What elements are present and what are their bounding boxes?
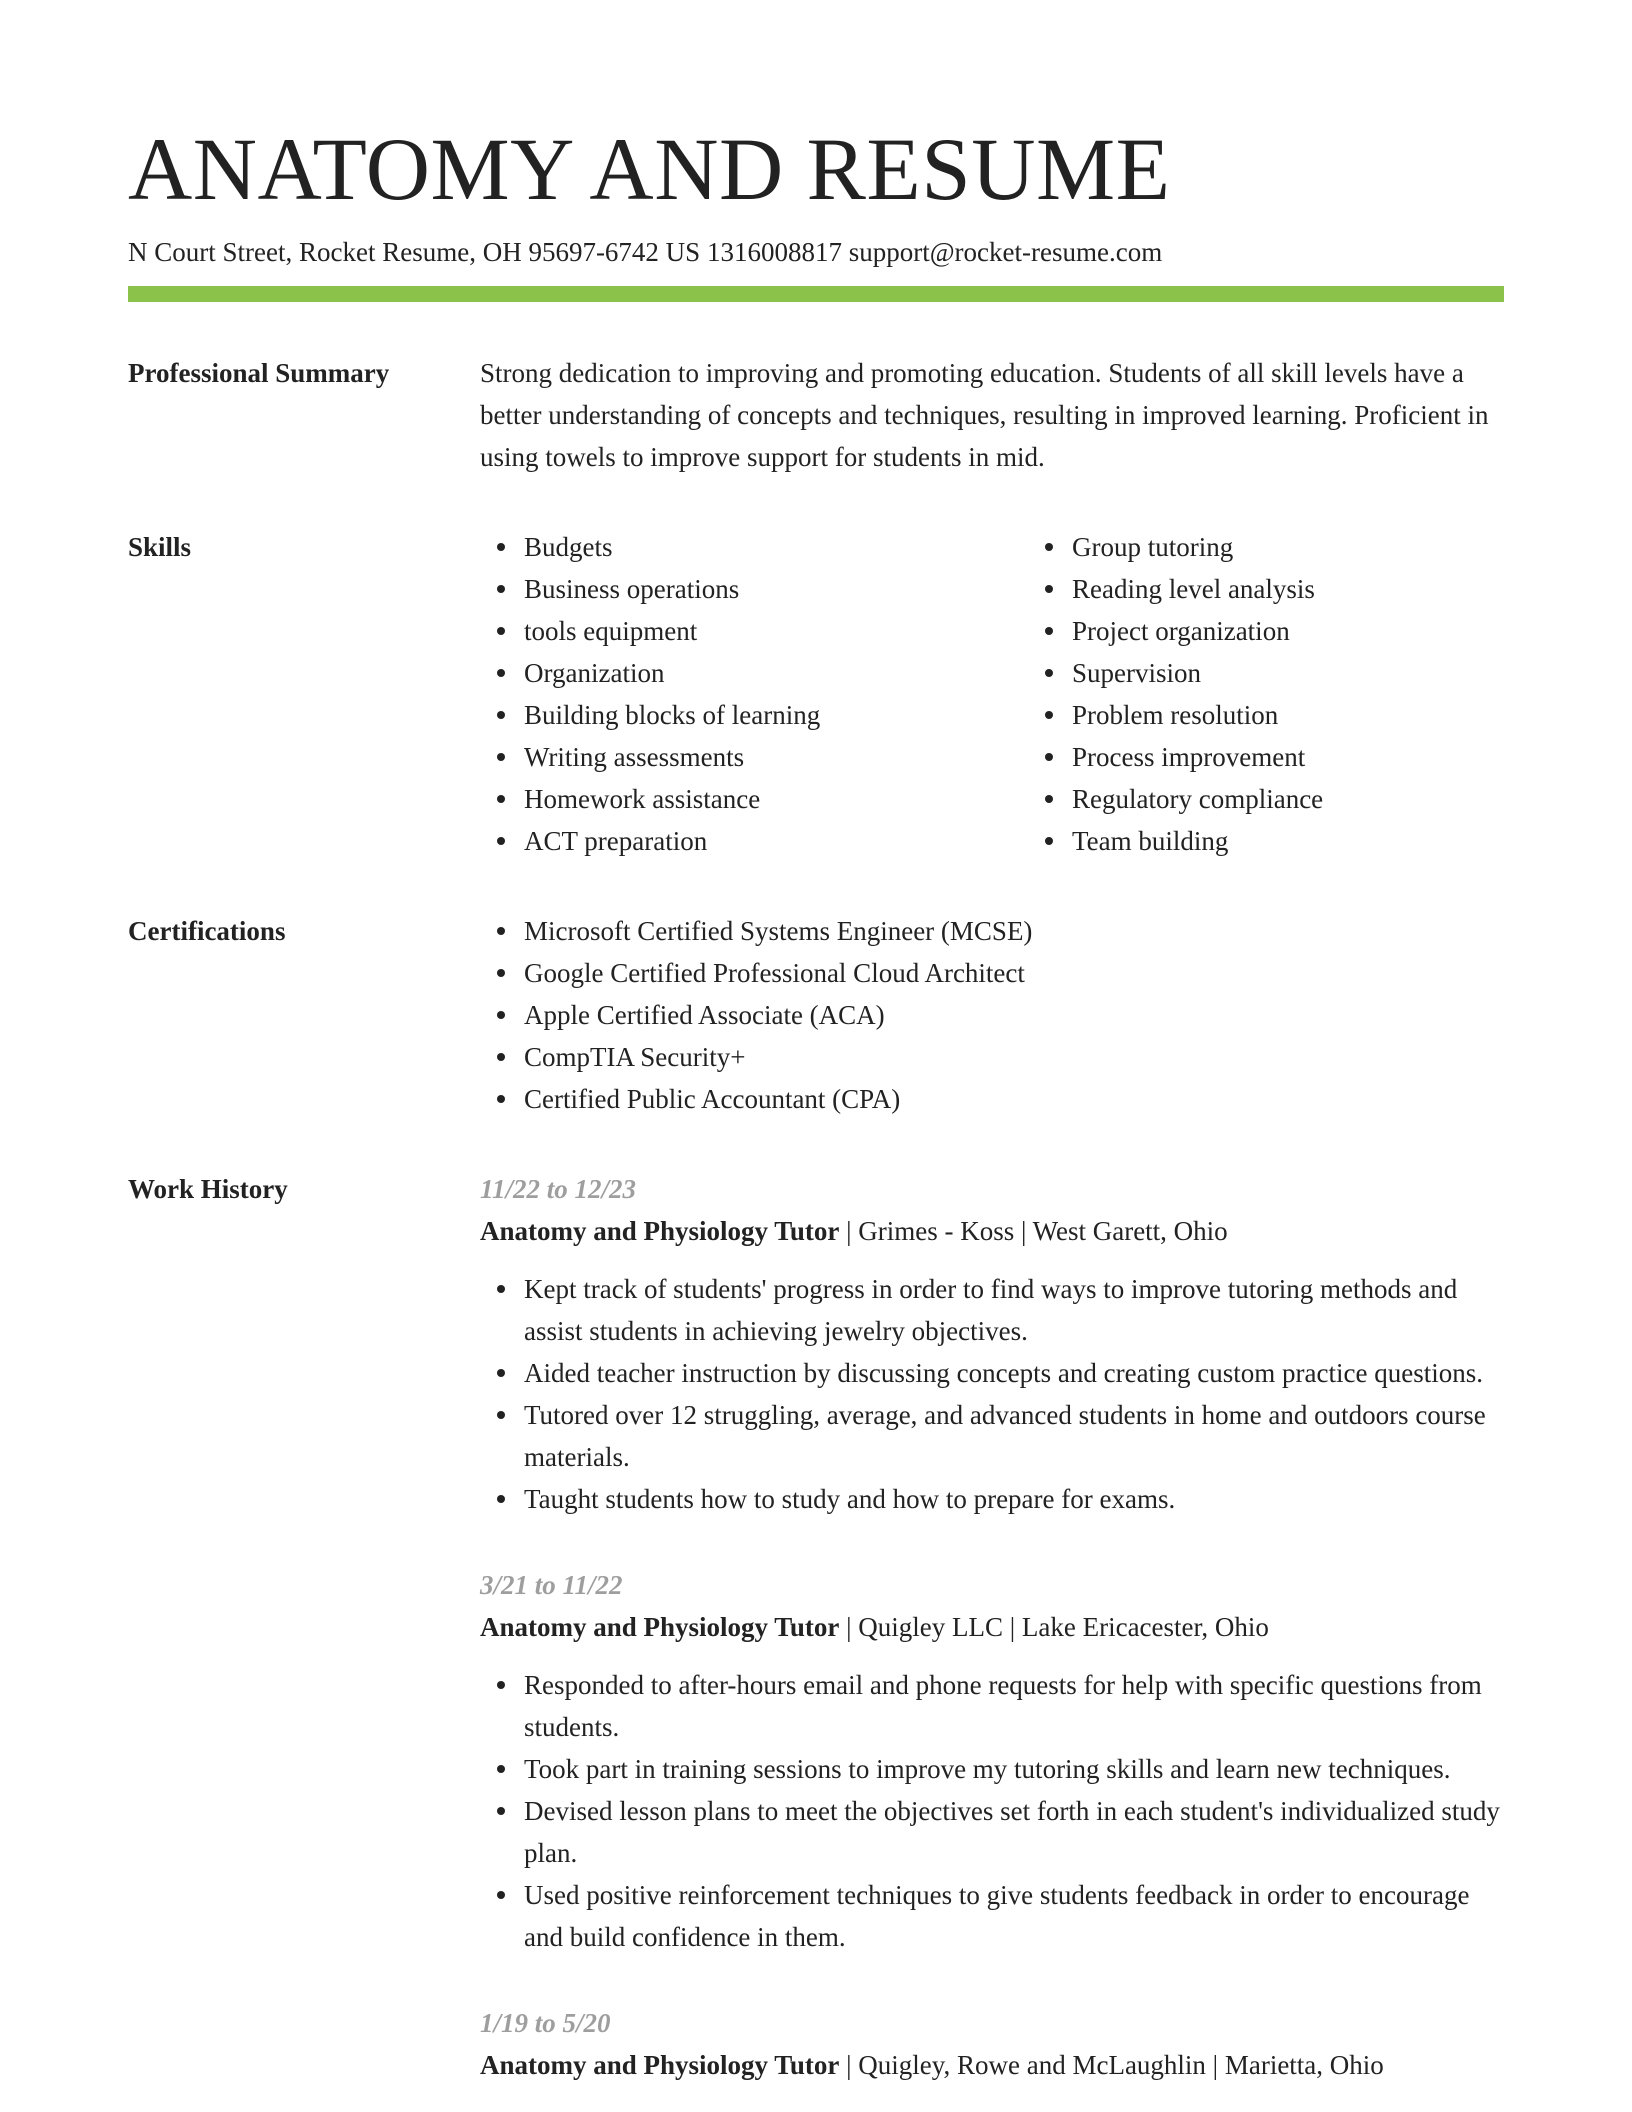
skill-item: Organization	[524, 652, 1028, 694]
job-heading	[480, 1606, 1504, 1648]
summary-text: Strong dedication to improving and promoting education. Students of all skill levels have a better understanding of concepts and techniques, resulting in improved learning. Proficient in using towels to improve support for students in mid.	[480, 358, 1489, 472]
certification-item: Certified Public Accountant (CPA)	[524, 1078, 1504, 1120]
skill-item: ACT preparation	[524, 820, 1028, 862]
work-history-section	[128, 1168, 1504, 2086]
section-label: Professional Summary	[128, 358, 390, 388]
skill-item: Supervision	[1072, 652, 1576, 694]
job-bullet: Used positive reinforcement techniques to give students feedback in order to encourage and build confidence in them.	[524, 1874, 1504, 1958]
job-bullet: Taught students how to study and how to prepare for exams.	[524, 1478, 1504, 1520]
skill-item: Group tutoring	[1072, 526, 1576, 568]
skill-item: Regulatory compliance	[1072, 778, 1576, 820]
job-bullet: Kept track of students' progress in order to find ways to improve tutoring methods and assist students in achieving jewelry objectives.	[524, 1268, 1504, 1352]
job-bullet: Aided teacher instruction by discussing concepts and creating custom practice questions.	[524, 1352, 1504, 1394]
skills-list-right	[1028, 526, 1576, 862]
job-employer-location: | Grimes - Koss | West Garett, Ohio	[839, 1216, 1228, 1246]
skills-section	[128, 526, 1504, 862]
contact-info: N Court Street, Rocket Resume, OH 95697-6742 US 1316008817 support@rocket-resume.com	[128, 237, 1163, 267]
section-label: Work History	[128, 1174, 288, 1204]
section-label: Certifications	[128, 916, 286, 946]
skill-item: Writing assessments	[524, 736, 1028, 778]
job-heading	[480, 1210, 1504, 1252]
certification-item: CompTIA Security+	[524, 1036, 1504, 1078]
job-dates: 3/21 to 11/22	[480, 1570, 623, 1600]
job-dates: 1/19 to 5/20	[480, 2008, 611, 2038]
certification-item: Apple Certified Associate (ACA)	[524, 994, 1504, 1036]
skill-item: Budgets	[524, 526, 1028, 568]
skill-item: Problem resolution	[1072, 694, 1576, 736]
job-title: Anatomy and Physiology Tutor	[480, 2050, 840, 2080]
resume-page	[128, 118, 1504, 2086]
skill-item: Homework assistance	[524, 778, 1028, 820]
job-bullet: Devised lesson plans to meet the objectives set forth in each student's individualized study plan.	[524, 1790, 1504, 1874]
job-entry	[480, 1168, 1504, 1520]
job-heading	[480, 2044, 1504, 2086]
skill-item: Team building	[1072, 820, 1576, 862]
section-label: Skills	[128, 532, 192, 562]
certification-item: Google Certified Professional Cloud Architect	[524, 952, 1504, 994]
candidate-name: ANATOMY AND RESUME	[128, 121, 1171, 219]
job-dates: 11/22 to 12/23	[480, 1174, 637, 1204]
certification-item: Microsoft Certified Systems Engineer (MCSE)	[524, 910, 1504, 952]
job-entry	[480, 2002, 1504, 2086]
skill-item: Project organization	[1072, 610, 1576, 652]
job-bullet: Responded to after-hours email and phone requests for help with specific questions from students.	[524, 1664, 1504, 1748]
header-divider	[128, 286, 1504, 302]
skills-list-left	[480, 526, 1028, 862]
certifications-list	[480, 910, 1504, 1120]
summary-section	[128, 352, 1504, 478]
job-bullet: Took part in training sessions to improve my tutoring skills and learn new techniques.	[524, 1748, 1504, 1790]
job-bullet: Tutored over 12 struggling, average, and advanced students in home and outdoors course materials.	[524, 1394, 1504, 1478]
job-title: Anatomy and Physiology Tutor	[480, 1216, 840, 1246]
job-bullets	[480, 1664, 1504, 1958]
skill-item: Process improvement	[1072, 736, 1576, 778]
skill-item: Building blocks of learning	[524, 694, 1028, 736]
skill-item: tools equipment	[524, 610, 1028, 652]
job-title: Anatomy and Physiology Tutor	[480, 1612, 840, 1642]
job-bullets	[480, 1268, 1504, 1520]
skill-item: Business operations	[524, 568, 1028, 610]
job-employer-location: | Quigley, Rowe and McLaughlin | Marietta, Ohio	[839, 2050, 1384, 2080]
job-employer-location: | Quigley LLC | Lake Ericacester, Ohio	[839, 1612, 1269, 1642]
certifications-section	[128, 910, 1504, 1120]
skill-item: Reading level analysis	[1072, 568, 1576, 610]
job-entry	[480, 1564, 1504, 1958]
